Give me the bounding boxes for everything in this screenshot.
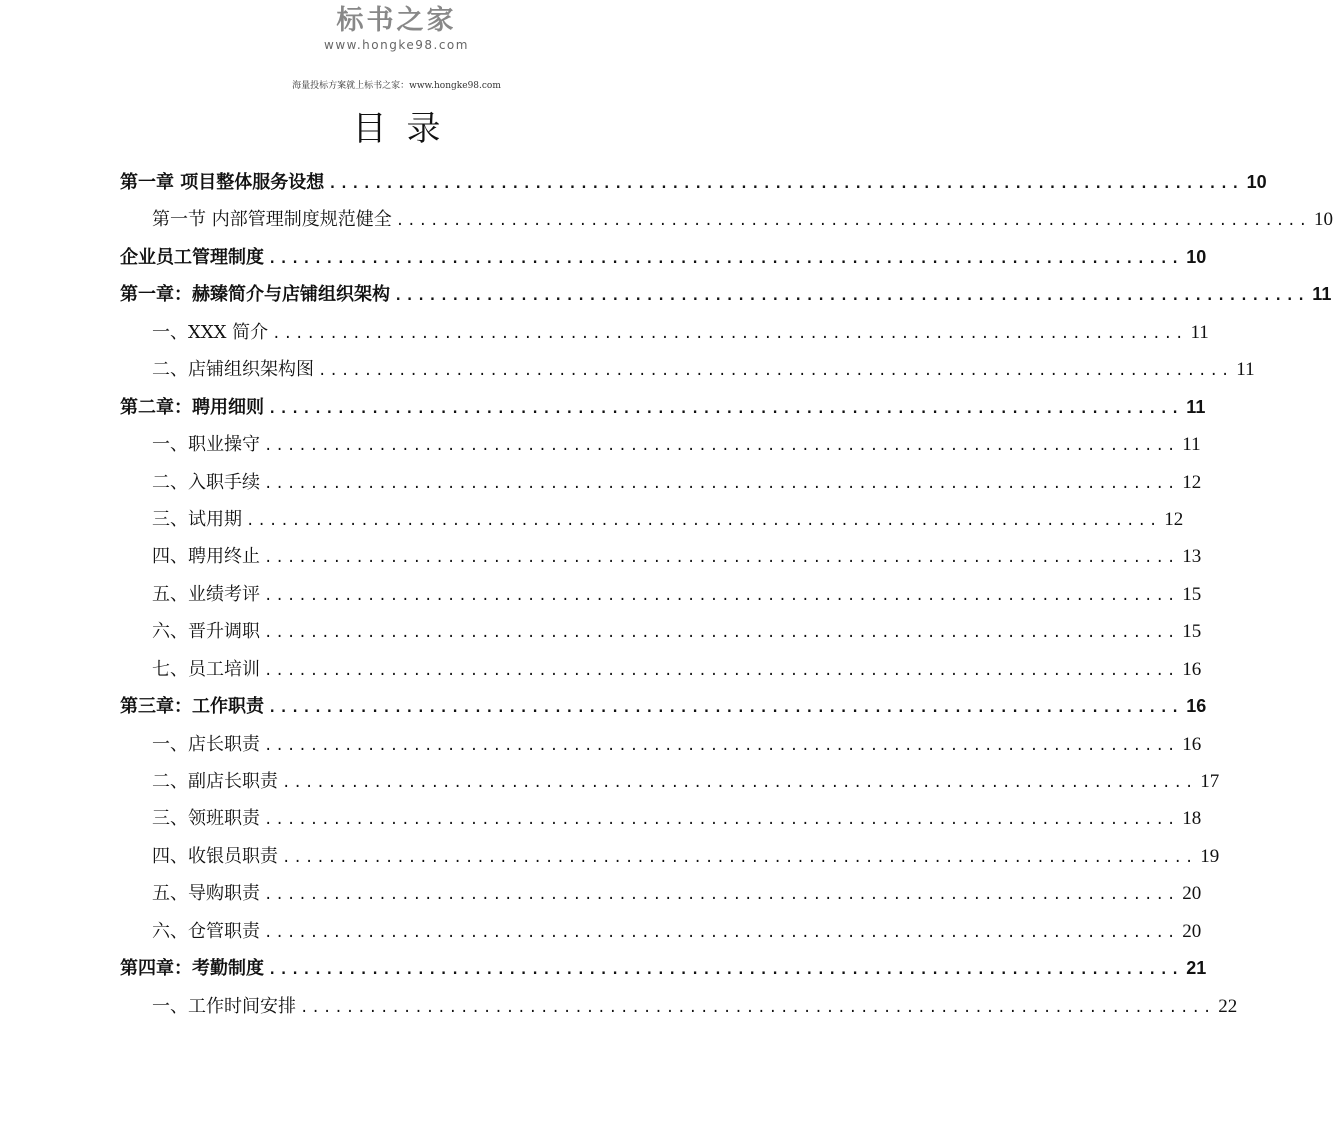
toc-section-entry[interactable] (120, 464, 1202, 501)
table-of-contents (120, 164, 1333, 1025)
toc-entry-title: 三、领班职责 (152, 808, 260, 830)
toc-section-entry[interactable] (120, 763, 1220, 800)
toc-entry-title: 三、试用期 (152, 508, 242, 530)
toc-entry-title: 第一章 项目整体服务设想 (120, 172, 325, 193)
logo-url: www.hongke98.com (324, 38, 469, 52)
toc-entry-title: 四、聘用终止 (152, 546, 260, 568)
toc-section-entry[interactable] (120, 988, 1238, 1025)
toc-dot-leader: ................................................................................ (246, 512, 1161, 529)
site-logo (0, 4, 793, 52)
toc-page-number: 13 (1182, 546, 1202, 568)
toc-entry-title: 一、工作时间安排 (152, 995, 296, 1017)
toc-page-number: 10 (1186, 246, 1207, 267)
toc-section-entry[interactable] (120, 576, 1202, 613)
toc-dot-leader: ................................................................................ (264, 587, 1179, 604)
toc-entry-title: 五、业绩考评 (152, 583, 260, 605)
toc-page-number: 21 (1186, 958, 1207, 979)
toc-page-number: 11 (1186, 396, 1206, 417)
toc-dot-leader: ................................................................................ (300, 999, 1215, 1016)
toc-page-number: 11 (1236, 359, 1255, 381)
toc-page-number: 20 (1182, 883, 1202, 905)
toc-page-number: 11 (1182, 434, 1201, 456)
toc-entry-title: 第一节 内部管理制度规范健全 (152, 209, 392, 231)
toc-dot-leader: ................................................................................ (282, 849, 1197, 866)
toc-section-entry[interactable] (120, 426, 1201, 463)
toc-entry-title: 一、职业操守 (152, 434, 260, 456)
toc-entry-title: 五、导购职责 (152, 883, 260, 905)
toc-entry-title: 一、XXX 简介 (152, 321, 269, 343)
toc-dot-leader: ................................................................................ (264, 438, 1179, 455)
toc-dot-leader: ................................................................................ (268, 962, 1183, 979)
toc-page-number: 16 (1186, 696, 1207, 717)
toc-entry-title: 一、店长职责 (152, 733, 260, 755)
toc-page-number: 11 (1190, 321, 1209, 343)
toc-dot-leader: ................................................................................ (282, 775, 1197, 791)
toc-section-entry[interactable] (120, 201, 1333, 238)
toc-dot-leader: ................................................................................ (394, 288, 1309, 305)
toc-page-number: 17 (1200, 771, 1220, 792)
toc-page-number: 20 (1182, 920, 1202, 942)
toc-dot-leader: ................................................................................ (272, 325, 1187, 342)
toc-entry-title: 六、仓管职责 (152, 920, 260, 942)
toc-page-number: 10 (1246, 172, 1267, 192)
toc-chapter-entry[interactable] (120, 276, 1332, 313)
toc-section-entry[interactable] (120, 613, 1202, 650)
toc-section-entry[interactable] (120, 538, 1202, 575)
toc-chapter-entry[interactable] (120, 950, 1207, 987)
toc-dot-leader: ................................................................................ (264, 625, 1179, 642)
toc-dot-leader: ................................................................................ (264, 662, 1179, 679)
toc-dot-leader: ................................................................................ (264, 550, 1179, 567)
toc-page-number: 19 (1200, 845, 1220, 867)
toc-entry-title: 二、入职手续 (152, 471, 260, 493)
toc-section-entry[interactable] (120, 726, 1202, 763)
toc-section-entry[interactable] (120, 875, 1202, 912)
page-header-text: 海量投标方案就上标书之家：www.hongke98.com (292, 81, 501, 91)
toc-entry-title: 四、收银员职责 (152, 845, 278, 867)
toc-page-number: 16 (1182, 658, 1202, 680)
toc-page-number: 11 (1312, 284, 1332, 305)
toc-entry-title: 七、员工培训 (152, 658, 260, 680)
toc-chapter-entry[interactable] (120, 688, 1207, 725)
toc-entry-title: 第四章：考勤制度 (120, 958, 264, 980)
toc-page-number: 18 (1182, 808, 1202, 830)
toc-dot-leader: ................................................................................ (264, 737, 1179, 754)
toc-dot-leader: ................................................................................ (268, 400, 1183, 417)
toc-chapter-entry[interactable] (120, 164, 1267, 201)
toc-page-number: 15 (1182, 583, 1202, 605)
toc-page-number: 16 (1182, 733, 1202, 755)
toc-section-entry[interactable] (120, 651, 1202, 688)
toc-dot-leader: ................................................................................ (264, 887, 1179, 904)
toc-chapter-entry[interactable] (120, 239, 1207, 276)
toc-entry-title: 二、店铺组织架构图 (152, 359, 314, 381)
toc-section-entry[interactable] (120, 501, 1184, 538)
toc-section-entry[interactable] (120, 351, 1255, 388)
toc-dot-leader: ................................................................................ (268, 700, 1183, 717)
toc-section-entry[interactable] (120, 838, 1220, 875)
toc-entry-title: 企业员工管理制度 (120, 246, 264, 268)
toc-entry-title: 二、副店长职责 (152, 771, 278, 792)
toc-dot-leader: ................................................................................ (318, 363, 1233, 380)
toc-page-number: 22 (1218, 995, 1238, 1017)
toc-section-entry[interactable] (120, 800, 1202, 837)
toc-page-number: 15 (1182, 621, 1202, 643)
page-title: 目录 (352, 109, 461, 149)
toc-dot-leader: ................................................................................ (264, 924, 1179, 941)
logo-title: 标书之家 (336, 5, 457, 36)
toc-dot-leader: ................................................................................ (395, 213, 1311, 230)
toc-dot-leader: ................................................................................ (268, 250, 1183, 267)
toc-page-number: 12 (1164, 508, 1184, 530)
toc-page-number: 10 (1314, 209, 1333, 231)
toc-chapter-entry[interactable] (120, 389, 1206, 426)
toc-dot-leader: ................................................................................ (328, 176, 1243, 192)
toc-dot-leader: ................................................................................ (264, 812, 1179, 829)
toc-entry-title: 第三章：工作职责 (120, 696, 264, 718)
toc-section-entry[interactable] (120, 314, 1209, 351)
toc-entry-title: 六、晋升调职 (152, 621, 260, 643)
toc-section-entry[interactable] (120, 913, 1202, 950)
toc-entry-title: 第二章：聘用细则 (120, 396, 264, 418)
toc-dot-leader: ................................................................................ (264, 475, 1179, 492)
toc-entry-title: 第一章：赫臻简介与店铺组织架构 (120, 284, 390, 306)
toc-page-number: 12 (1182, 471, 1202, 493)
